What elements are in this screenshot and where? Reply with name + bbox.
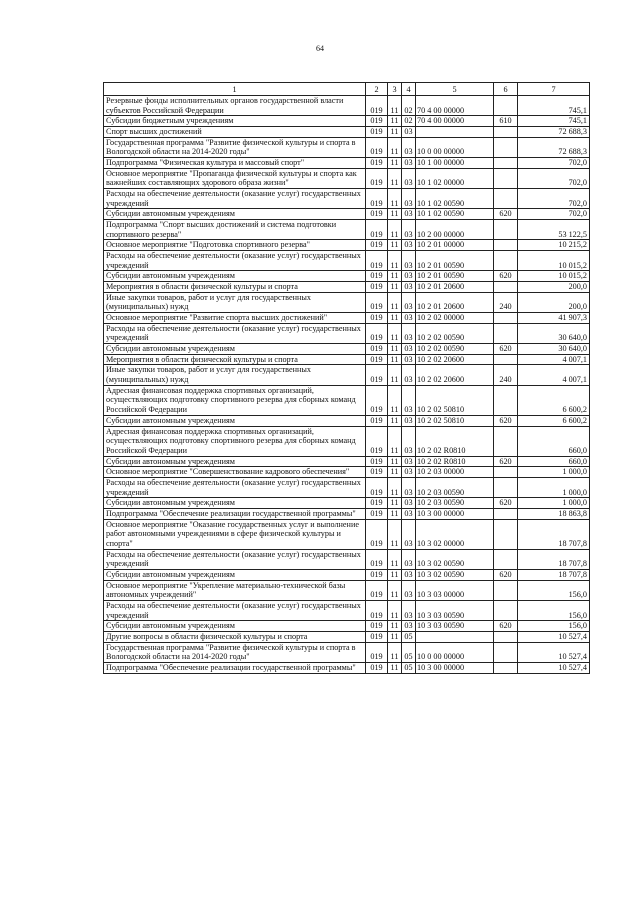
table-row: [104, 549, 590, 569]
section-code: 11: [388, 220, 402, 240]
table-row: [104, 96, 590, 116]
ministry-code: 019: [366, 549, 388, 569]
table-row: [104, 282, 590, 293]
item-name: Основное мероприятие "Укрепление материально-технической базы автономных учреждений": [104, 580, 366, 600]
table-row: [104, 662, 590, 673]
amount: 156,0: [518, 621, 590, 632]
column-header: 1: [104, 83, 366, 96]
subsection-code: 03: [402, 580, 416, 600]
ministry-code: 019: [366, 631, 388, 642]
section-code: 11: [388, 385, 402, 415]
amount: 10 215,2: [518, 240, 590, 251]
column-header: 5: [416, 83, 494, 96]
section-code: 11: [388, 344, 402, 355]
item-name: Резервные фонды исполнительных органов государственной власти субъектов Российской Федерации: [104, 96, 366, 116]
item-name: Другие вопросы в области физической культуры и спорта: [104, 631, 366, 642]
column-header: 7: [518, 83, 590, 96]
item-name: Расходы на обеспечение деятельности (оказание услуг) государственных учреждений: [104, 251, 366, 271]
item-name: Субсидии автономным учреждениям: [104, 271, 366, 282]
ministry-code: 019: [366, 251, 388, 271]
ministry-code: 019: [366, 220, 388, 240]
ministry-code: 019: [366, 580, 388, 600]
expense-type-code: [494, 385, 518, 415]
amount: 6 600,2: [518, 415, 590, 426]
ministry-code: 019: [366, 127, 388, 138]
item-name: Расходы на обеспечение деятельности (оказание услуг) государственных учреждений: [104, 189, 366, 209]
subsection-code: 03: [402, 498, 416, 509]
expense-type-code: [494, 282, 518, 293]
subsection-code: 03: [402, 354, 416, 365]
ministry-code: 019: [366, 519, 388, 549]
item-name: Субсидии бюджетным учреждениям: [104, 116, 366, 127]
item-name: Мероприятия в области физической культуры и спорта: [104, 354, 366, 365]
subsection-code: 03: [402, 385, 416, 415]
expense-type-code: [494, 158, 518, 169]
amount: 660,0: [518, 426, 590, 456]
target-article-code: 10 2 02 50810: [416, 385, 494, 415]
section-code: 11: [388, 549, 402, 569]
table-row: [104, 498, 590, 509]
ministry-code: 019: [366, 477, 388, 497]
expense-type-code: [494, 477, 518, 497]
target-article-code: 10 3 02 00590: [416, 569, 494, 580]
expense-type-code: 620: [494, 271, 518, 282]
section-code: 11: [388, 209, 402, 220]
ministry-code: 019: [366, 96, 388, 116]
section-code: 11: [388, 365, 402, 385]
amount: 1 000,0: [518, 498, 590, 509]
expense-type-code: [494, 240, 518, 251]
expense-type-code: 620: [494, 209, 518, 220]
table-row: [104, 323, 590, 343]
item-name: Иные закупки товаров, работ и услуг для государственных (муниципальных) нужд: [104, 365, 366, 385]
item-name: Основное мероприятие "Подготовка спортивного резерва": [104, 240, 366, 251]
amount: 18 707,8: [518, 569, 590, 580]
target-article-code: 10 3 02 00590: [416, 549, 494, 569]
item-name: Расходы на обеспечение деятельности (оказание услуг) государственных учреждений: [104, 549, 366, 569]
target-article-code: 10 1 02 00590: [416, 189, 494, 209]
item-name: Мероприятия в области физической культуры и спорта: [104, 282, 366, 293]
target-article-code: 10 2 01 00000: [416, 240, 494, 251]
subsection-code: 02: [402, 116, 416, 127]
amount: 41 907,3: [518, 313, 590, 324]
expense-type-code: 610: [494, 116, 518, 127]
column-header: 3: [388, 83, 402, 96]
expense-type-code: 620: [494, 498, 518, 509]
target-article-code: 10 1 02 00000: [416, 168, 494, 188]
ministry-code: 019: [366, 662, 388, 673]
table-row: [104, 600, 590, 620]
amount: 4 007,1: [518, 365, 590, 385]
section-code: 11: [388, 662, 402, 673]
target-article-code: 10 2 02 00590: [416, 323, 494, 343]
section-code: 11: [388, 642, 402, 662]
expense-type-code: [494, 96, 518, 116]
target-article-code: 10 3 03 00590: [416, 600, 494, 620]
item-name: Основное мероприятие "Развитие спорта высших достижений": [104, 313, 366, 324]
expense-type-code: [494, 313, 518, 324]
subsection-code: 05: [402, 642, 416, 662]
section-code: 11: [388, 168, 402, 188]
ministry-code: 019: [366, 642, 388, 662]
target-article-code: 10 2 01 20600: [416, 292, 494, 312]
target-article-code: 10 2 01 20600: [416, 282, 494, 293]
ministry-code: 019: [366, 189, 388, 209]
section-code: 11: [388, 271, 402, 282]
target-article-code: 10 2 02 R0810: [416, 456, 494, 467]
item-name: Подпрограмма "Физическая культура и массовый спорт": [104, 158, 366, 169]
section-code: 11: [388, 240, 402, 251]
table-row: [104, 365, 590, 385]
item-name: Государственная программа "Развитие физической культуры и спорта в Вологодской области на 2014-2020 годы": [104, 137, 366, 157]
item-name: Адресная финансовая поддержка спортивных организаций, осуществляющих подготовку спортивного резерва для сборных команд Российской Федерации: [104, 426, 366, 456]
ministry-code: 019: [366, 240, 388, 251]
ministry-code: 019: [366, 467, 388, 478]
subsection-code: 03: [402, 168, 416, 188]
column-header: 6: [494, 83, 518, 96]
target-article-code: [416, 127, 494, 138]
ministry-code: 019: [366, 498, 388, 509]
table-row: [104, 456, 590, 467]
ministry-code: 019: [366, 508, 388, 519]
expense-type-code: 620: [494, 569, 518, 580]
amount: 30 640,0: [518, 323, 590, 343]
expense-type-code: [494, 354, 518, 365]
subsection-code: 02: [402, 96, 416, 116]
ministry-code: 019: [366, 209, 388, 220]
expense-type-code: 620: [494, 415, 518, 426]
amount: 18 707,8: [518, 549, 590, 569]
table-row: [104, 251, 590, 271]
table-row: [104, 168, 590, 188]
table-row: [104, 580, 590, 600]
target-article-code: 70 4 00 00000: [416, 96, 494, 116]
subsection-code: 03: [402, 251, 416, 271]
expense-type-code: 620: [494, 456, 518, 467]
table-row: [104, 621, 590, 632]
ministry-code: 019: [366, 385, 388, 415]
section-code: 11: [388, 508, 402, 519]
item-name: Расходы на обеспечение деятельности (оказание услуг) государственных учреждений: [104, 600, 366, 620]
target-article-code: 10 3 00 00000: [416, 508, 494, 519]
subsection-code: 03: [402, 271, 416, 282]
section-code: 11: [388, 354, 402, 365]
table-row: [104, 467, 590, 478]
item-name: Субсидии автономным учреждениям: [104, 569, 366, 580]
ministry-code: 019: [366, 137, 388, 157]
subsection-code: 03: [402, 158, 416, 169]
ministry-code: 019: [366, 354, 388, 365]
table-row: [104, 508, 590, 519]
table-row: [104, 220, 590, 240]
section-code: 11: [388, 415, 402, 426]
subsection-code: 03: [402, 282, 416, 293]
table-row: [104, 292, 590, 312]
section-code: 11: [388, 96, 402, 116]
expense-type-code: [494, 519, 518, 549]
table-row: [104, 313, 590, 324]
expense-type-code: [494, 642, 518, 662]
amount: 10 527,4: [518, 662, 590, 673]
amount: 745,1: [518, 96, 590, 116]
subsection-code: 03: [402, 209, 416, 220]
amount: 10 015,2: [518, 251, 590, 271]
amount: 1 000,0: [518, 477, 590, 497]
subsection-code: 03: [402, 456, 416, 467]
section-code: 11: [388, 569, 402, 580]
amount: 745,1: [518, 116, 590, 127]
expense-type-code: [494, 467, 518, 478]
amount: 156,0: [518, 600, 590, 620]
target-article-code: 10 2 03 00000: [416, 467, 494, 478]
table-row: [104, 158, 590, 169]
amount: 18 707,8: [518, 519, 590, 549]
item-name: Расходы на обеспечение деятельности (оказание услуг) государственных учреждений: [104, 323, 366, 343]
table-row: [104, 344, 590, 355]
item-name: Основное мероприятие "Совершенствование кадрового обеспечения": [104, 467, 366, 478]
expense-type-code: [494, 251, 518, 271]
table-row: [104, 426, 590, 456]
amount: 1 000,0: [518, 467, 590, 478]
ministry-code: 019: [366, 600, 388, 620]
ministry-code: 019: [366, 116, 388, 127]
table-row: [104, 642, 590, 662]
ministry-code: 019: [366, 313, 388, 324]
subsection-code: 03: [402, 467, 416, 478]
target-article-code: 10 1 02 00590: [416, 209, 494, 220]
table-row: [104, 116, 590, 127]
target-article-code: 10 2 02 20600: [416, 354, 494, 365]
amount: 30 640,0: [518, 344, 590, 355]
ministry-code: 019: [366, 158, 388, 169]
budget-table: [103, 82, 590, 674]
ministry-code: 019: [366, 323, 388, 343]
amount: 156,0: [518, 580, 590, 600]
item-name: Субсидии автономным учреждениям: [104, 456, 366, 467]
section-code: 11: [388, 189, 402, 209]
table-row: [104, 569, 590, 580]
header-row: [104, 83, 590, 96]
amount: 18 863,8: [518, 508, 590, 519]
subsection-code: 05: [402, 631, 416, 642]
amount: 53 122,5: [518, 220, 590, 240]
column-header: 4: [402, 83, 416, 96]
amount: 10 527,4: [518, 642, 590, 662]
target-article-code: 10 2 02 50810: [416, 415, 494, 426]
section-code: 11: [388, 600, 402, 620]
subsection-code: 03: [402, 426, 416, 456]
target-article-code: 10 2 03 00590: [416, 498, 494, 509]
section-code: 11: [388, 519, 402, 549]
table-row: [104, 209, 590, 220]
table-row: [104, 271, 590, 282]
amount: 200,0: [518, 282, 590, 293]
table-row: [104, 189, 590, 209]
amount: 200,0: [518, 292, 590, 312]
ministry-code: 019: [366, 569, 388, 580]
amount: 4 007,1: [518, 354, 590, 365]
target-article-code: 10 3 03 00590: [416, 621, 494, 632]
ministry-code: 019: [366, 168, 388, 188]
subsection-code: 03: [402, 549, 416, 569]
target-article-code: 10 2 02 00590: [416, 344, 494, 355]
expense-type-code: [494, 189, 518, 209]
subsection-code: 05: [402, 662, 416, 673]
ministry-code: 019: [366, 456, 388, 467]
target-article-code: 10 2 02 20600: [416, 365, 494, 385]
subsection-code: 03: [402, 569, 416, 580]
subsection-code: 03: [402, 189, 416, 209]
ministry-code: 019: [366, 344, 388, 355]
subsection-code: 03: [402, 137, 416, 157]
item-name: Государственная программа "Развитие физической культуры и спорта в Вологодской области на 2014-2020 годы": [104, 642, 366, 662]
target-article-code: 10 1 00 00000: [416, 158, 494, 169]
amount: 702,0: [518, 158, 590, 169]
target-article-code: 70 4 00 00000: [416, 116, 494, 127]
table-body: [104, 96, 590, 674]
item-name: Иные закупки товаров, работ и услуг для государственных (муниципальных) нужд: [104, 292, 366, 312]
target-article-code: 10 2 03 00590: [416, 477, 494, 497]
subsection-code: 03: [402, 292, 416, 312]
amount: 702,0: [518, 209, 590, 220]
subsection-code: 03: [402, 323, 416, 343]
section-code: 11: [388, 467, 402, 478]
expense-type-code: [494, 662, 518, 673]
subsection-code: 03: [402, 220, 416, 240]
section-code: 11: [388, 292, 402, 312]
amount: 6 600,2: [518, 385, 590, 415]
section-code: 11: [388, 580, 402, 600]
expense-type-code: [494, 426, 518, 456]
table-row: [104, 127, 590, 138]
expense-type-code: 620: [494, 344, 518, 355]
subsection-code: 03: [402, 519, 416, 549]
subsection-code: 03: [402, 240, 416, 251]
subsection-code: 03: [402, 621, 416, 632]
section-code: 11: [388, 426, 402, 456]
amount: 10 527,4: [518, 631, 590, 642]
column-header: 2: [366, 83, 388, 96]
table-row: [104, 137, 590, 157]
item-name: Основное мероприятие "Оказание государственных услуг и выполнение работ автономными учреждениями в сфере физической культуры и спорта": [104, 519, 366, 549]
section-code: 11: [388, 137, 402, 157]
expense-type-code: 240: [494, 292, 518, 312]
subsection-code: 03: [402, 365, 416, 385]
table-row: [104, 519, 590, 549]
target-article-code: 10 2 02 R0810: [416, 426, 494, 456]
subsection-code: 03: [402, 508, 416, 519]
table-row: [104, 477, 590, 497]
expense-type-code: 240: [494, 365, 518, 385]
amount: 702,0: [518, 168, 590, 188]
section-code: 11: [388, 116, 402, 127]
target-article-code: 10 0 00 00000: [416, 137, 494, 157]
ministry-code: 019: [366, 292, 388, 312]
expense-type-code: [494, 168, 518, 188]
section-code: 11: [388, 251, 402, 271]
expense-type-code: [494, 137, 518, 157]
subsection-code: 03: [402, 415, 416, 426]
target-article-code: 10 0 00 00000: [416, 642, 494, 662]
expense-type-code: [494, 508, 518, 519]
ministry-code: 019: [366, 365, 388, 385]
table-row: [104, 415, 590, 426]
subsection-code: 03: [402, 477, 416, 497]
expense-type-code: 620: [494, 621, 518, 632]
section-code: 11: [388, 621, 402, 632]
item-name: Расходы на обеспечение деятельности (оказание услуг) государственных учреждений: [104, 477, 366, 497]
item-name: Субсидии автономным учреждениям: [104, 498, 366, 509]
page-number: 64: [316, 44, 324, 53]
target-article-code: 10 3 00 00000: [416, 662, 494, 673]
expense-type-code: [494, 549, 518, 569]
amount: 10 015,2: [518, 271, 590, 282]
section-code: 11: [388, 127, 402, 138]
target-article-code: 10 3 03 00000: [416, 580, 494, 600]
target-article-code: 10 3 02 00000: [416, 519, 494, 549]
section-code: 11: [388, 323, 402, 343]
item-name: Субсидии автономным учреждениям: [104, 344, 366, 355]
item-name: Основное мероприятие "Пропаганда физической культуры и спорта как важнейших составляющих здорового образа жизни": [104, 168, 366, 188]
amount: 72 688,3: [518, 127, 590, 138]
amount: 702,0: [518, 189, 590, 209]
subsection-code: 03: [402, 600, 416, 620]
ministry-code: 019: [366, 282, 388, 293]
ministry-code: 019: [366, 271, 388, 282]
table-row: [104, 354, 590, 365]
target-article-code: 10 2 01 00590: [416, 271, 494, 282]
ministry-code: 019: [366, 415, 388, 426]
section-code: 11: [388, 477, 402, 497]
expense-type-code: [494, 220, 518, 240]
section-code: 11: [388, 498, 402, 509]
target-article-code: 10 2 00 00000: [416, 220, 494, 240]
item-name: Субсидии автономным учреждениям: [104, 209, 366, 220]
section-code: 11: [388, 456, 402, 467]
subsection-code: 03: [402, 313, 416, 324]
table-row: [104, 631, 590, 642]
target-article-code: 10 2 01 00590: [416, 251, 494, 271]
item-name: Подпрограмма "Обеспечение реализации государственной программы": [104, 662, 366, 673]
section-code: 11: [388, 282, 402, 293]
amount: 660,0: [518, 456, 590, 467]
subsection-code: 03: [402, 344, 416, 355]
expense-type-code: [494, 323, 518, 343]
ministry-code: 019: [366, 426, 388, 456]
expense-type-code: [494, 600, 518, 620]
item-name: Субсидии автономным учреждениям: [104, 621, 366, 632]
expense-type-code: [494, 631, 518, 642]
target-article-code: 10 2 02 00000: [416, 313, 494, 324]
subsection-code: 03: [402, 127, 416, 138]
table-row: [104, 240, 590, 251]
section-code: 11: [388, 158, 402, 169]
item-name: Подпрограмма "Спорт высших достижений и система подготовки спортивного резерва": [104, 220, 366, 240]
table-row: [104, 385, 590, 415]
section-code: 11: [388, 313, 402, 324]
amount: 72 688,3: [518, 137, 590, 157]
item-name: Субсидии автономным учреждениям: [104, 415, 366, 426]
expense-type-code: [494, 580, 518, 600]
expense-type-code: [494, 127, 518, 138]
ministry-code: 019: [366, 621, 388, 632]
item-name: Спорт высших достижений: [104, 127, 366, 138]
target-article-code: [416, 631, 494, 642]
section-code: 11: [388, 631, 402, 642]
item-name: Подпрограмма "Обеспечение реализации государственной программы": [104, 508, 366, 519]
item-name: Адресная финансовая поддержка спортивных организаций, осуществляющих подготовку спортивного резерва для сборных команд Российской Федерации: [104, 385, 366, 415]
